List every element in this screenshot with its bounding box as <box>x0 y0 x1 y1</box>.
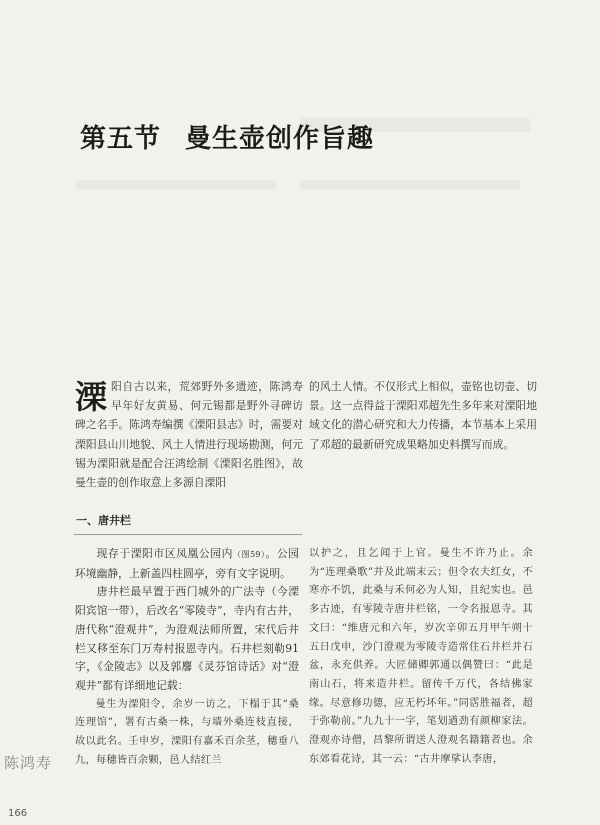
subsection-heading: 一、唐井栏 <box>76 514 131 527</box>
intro-left-column <box>75 377 303 492</box>
quotation-paragraph: 曼生为溧阳令，余岁一访之，下榻于其“桑连理馆”，署有古桑一株，与墙外桑连枝直接，故以此名。壬申岁，溧阳有嘉禾百余茎，穗垂八九，每穗皆百余颗，邑人结红兰 <box>75 698 299 766</box>
section-topic: 曼生壶创作旨趣 <box>185 124 375 154</box>
page-number: 166 <box>8 808 28 819</box>
section-title <box>80 118 374 155</box>
drop-cap: 溧 <box>75 378 108 416</box>
body-left-column <box>75 545 299 770</box>
bleed-through-shadow <box>76 180 276 190</box>
calligraphy-seal: 陈鸿寿 <box>4 754 53 772</box>
intro-left-text: 阳自古以来，荒郊野外多遗迹，陈鸿寿早年好友黄易、何元锡都是野外寻碑访碑之名手。陈鸿寿编撰《溧阳县志》时，需要对溧阳县山川地貌、风土人情进行现场勘测，何元锡为溧阳就是配合汪鸿绘制《溧阳名胜图》，故曼生壶的创作取意上多源自溧阳 <box>75 380 303 490</box>
paragraph: 唐井栏最早置于西门城外的广法寺（今溧阳宾馆一带），后改名“零陵寺”，寺内有古井，唐代称“澄观井”，为澄观法师所置，宋代后井栏又移至东门万寿村报恩寺内。石井栏刻勒91字，《金陵志》以及郭麐《灵芬馆诗话》对“澄观井”都有详细地记载： <box>75 585 299 692</box>
intro-right-column <box>309 377 537 454</box>
bleed-through-shadow <box>300 180 520 190</box>
figure-reference: （图59） <box>233 550 266 559</box>
section-number: 第五节 <box>80 124 162 154</box>
paragraph: 现存于溧阳市区凤凰公园内（图59）。公园环境幽静，上新盖四柱圆亭，旁有文字说明。 <box>75 547 299 580</box>
body-right-column <box>309 545 533 769</box>
quotation-paragraph: 以护之，且乞闻于上官。曼生不许乃止。余为“连理桑歌”并及此端末云；但令农夫红女，不寒亦不饥，此桑与禾何必为人知，且纪实也。邑多古迹，有零陵寺唐井栏铭，一令名报恩寺。其文曰：“维唐元和六年，岁次辛卯五月甲午朔十五日戊申，沙门澄观为零陵寺造常住石井栏并石盆，永充供养。大匠储卿郭通以偶赞曰：“此是南山石，将来造井栏。留传千万代，各结佛家缘。尽意修功德，应无朽坏年。”同霑胜福者，超于弥勒前。”九九十一字，笔划遒劲有颜柳家法。澄观亦诗僧，昌黎所谓送人澄观名籍籍者也。余东郊看花诗，其一云：“古井摩挲认李唐， <box>309 548 533 765</box>
intro-right-text: 的风土人情。不仅形式上相似，壶铭也切壶、切景。这一点得益于溧阳邓超先生多年来对溧阳地域文化的潜心研究和大力传播，本节基本上采用了邓超的最新研究成果略加史料撰写而成。 <box>309 380 537 451</box>
heading-divider <box>74 534 302 535</box>
